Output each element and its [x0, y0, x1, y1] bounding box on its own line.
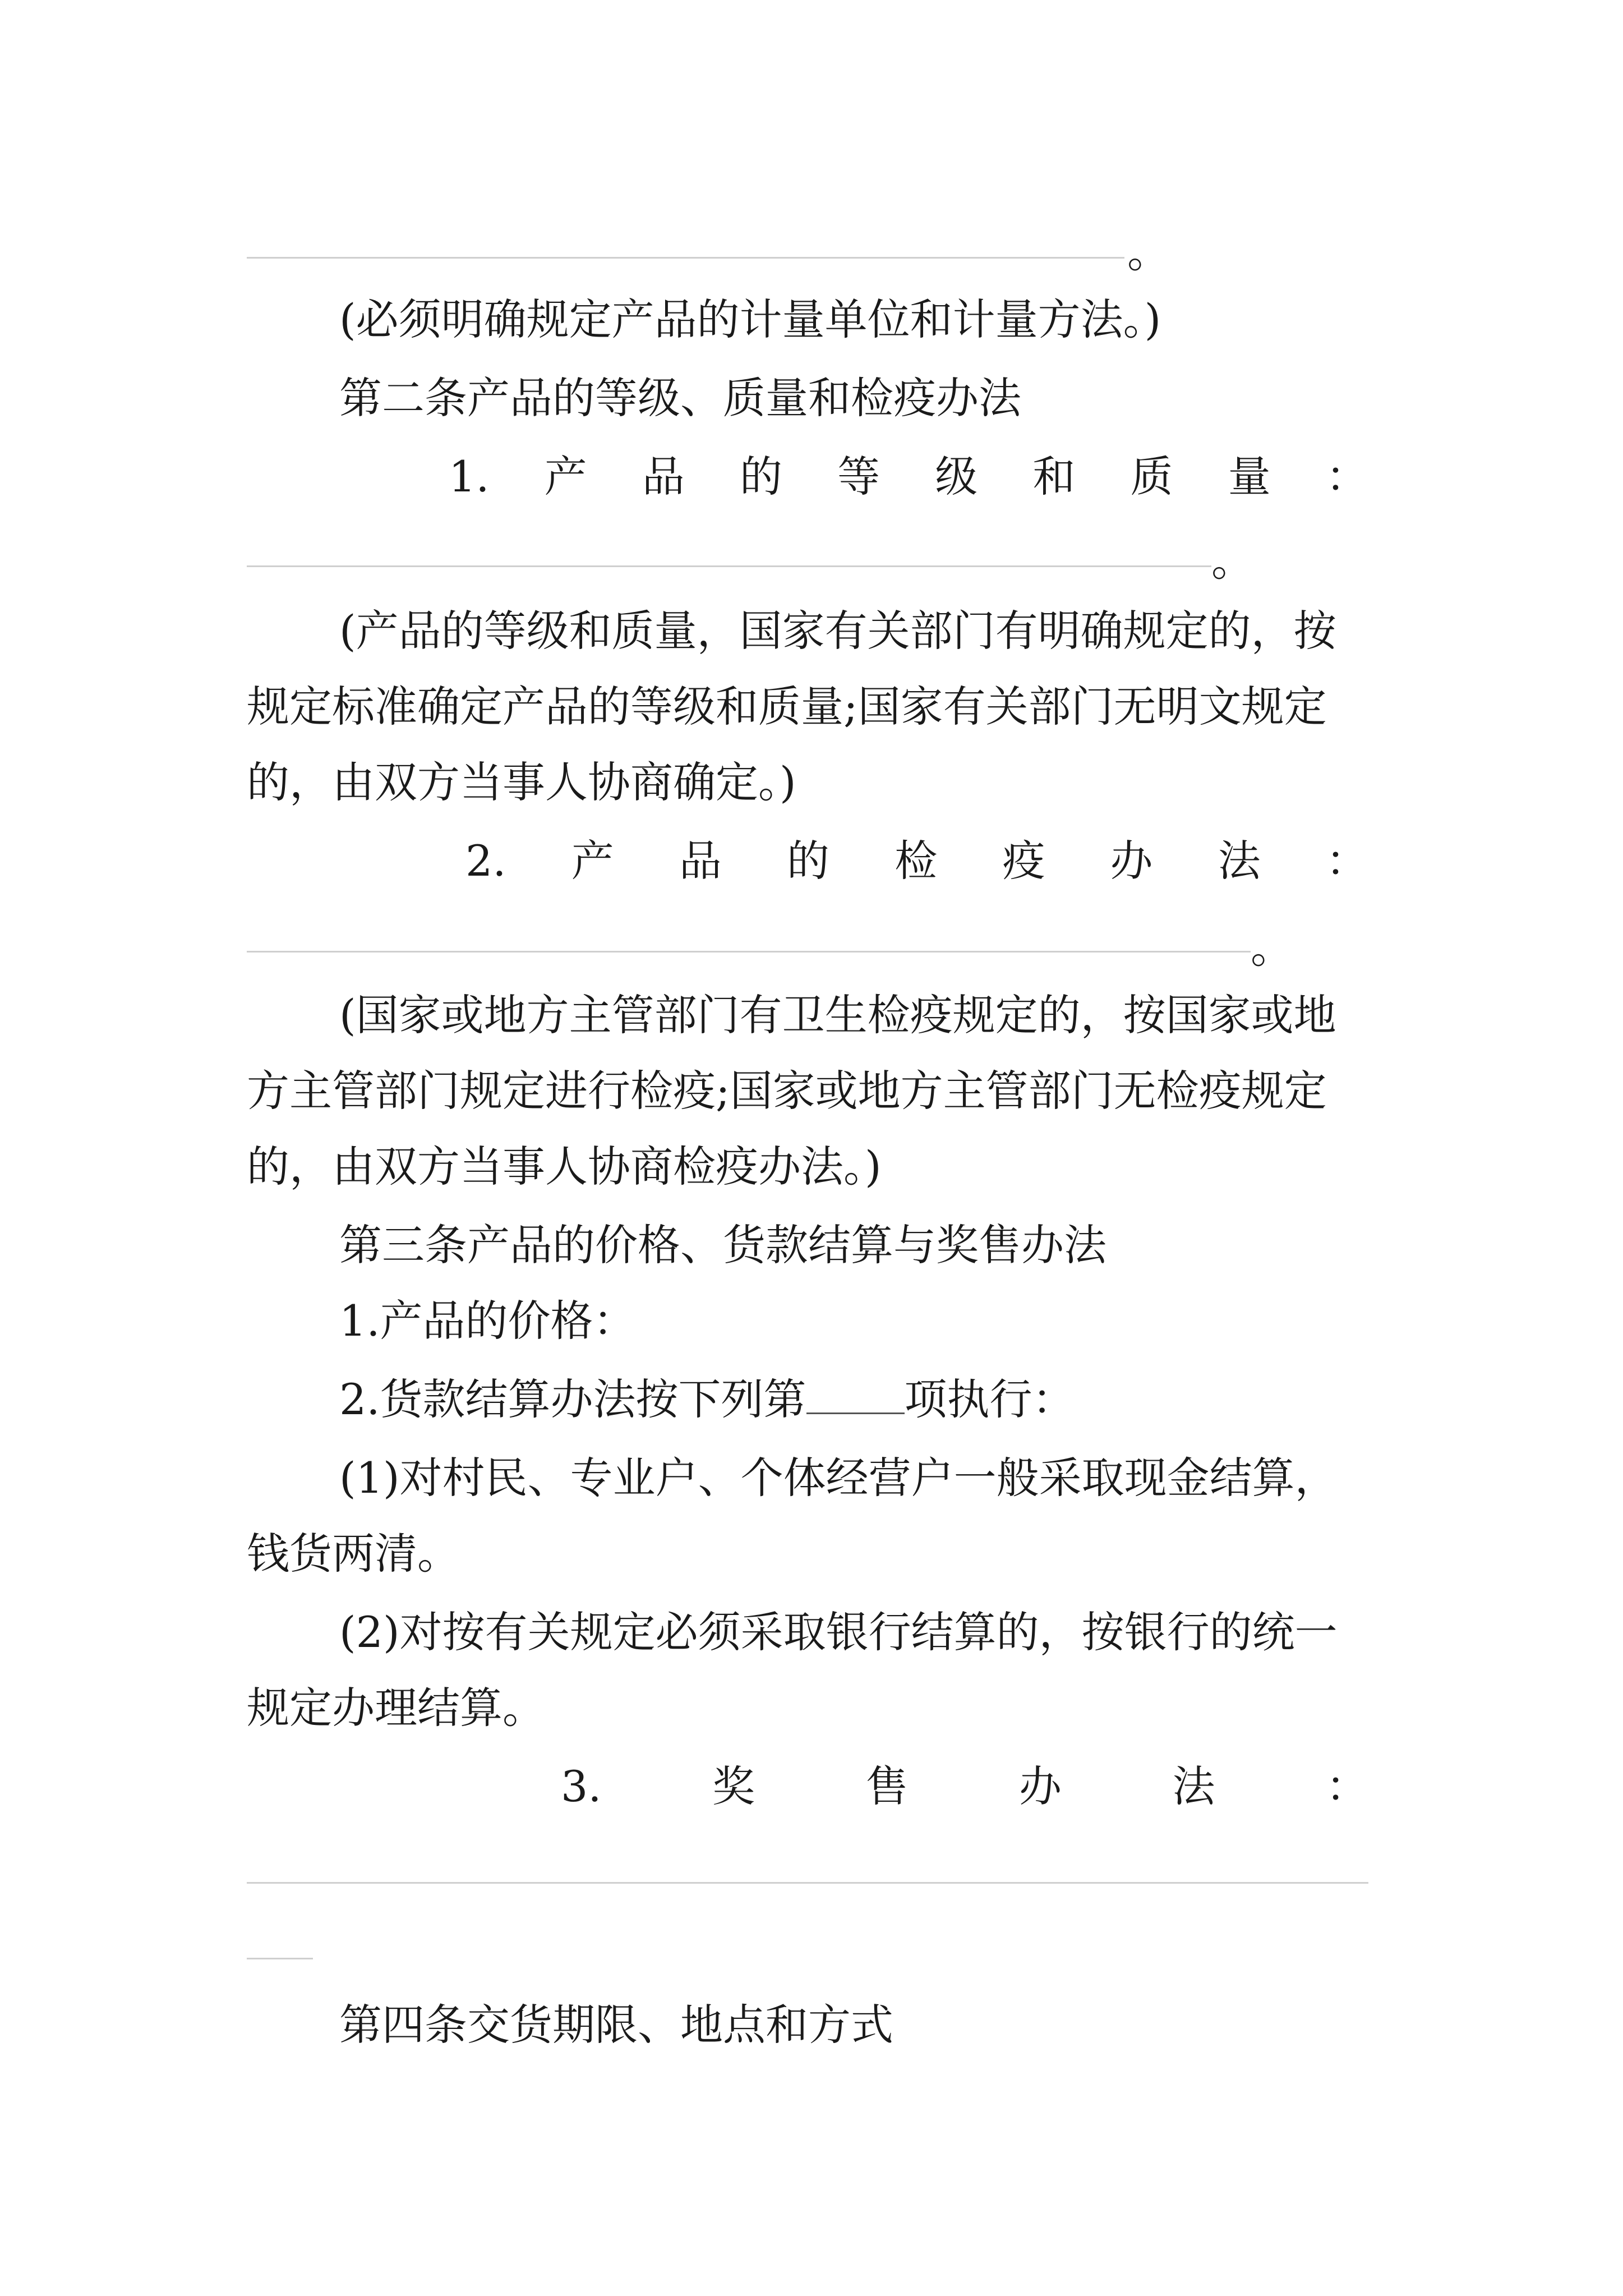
fill-in-line [247, 951, 1251, 953]
note-measurement: (必须明确规定产品的计量单位和计量方法。) [339, 295, 1161, 344]
item-char: 等 [837, 452, 880, 501]
item-char: 2. [465, 836, 506, 886]
article-2-heading: 第二条产品的等级、质量和检疫办法 [339, 373, 1021, 423]
settlement-text-end: 项执行： [904, 1374, 1075, 1424]
note-grade-line-3: 的，由双方当事人协商确定。) [247, 757, 796, 807]
price-item: 1.产品的价格： [339, 1296, 636, 1346]
item-char: 质 [1130, 452, 1173, 501]
item-char: ： [1325, 836, 1368, 886]
note-quarantine-line-1: (国家或地方主管部门有卫生检疫规定的，按国家或地 [339, 990, 1336, 1040]
article-4-heading: 第四条交货期限、地点和方式 [339, 2000, 893, 2050]
fill-in-line [247, 257, 1124, 259]
item-char: 办 [1110, 836, 1153, 886]
item-char: 品 [642, 452, 685, 501]
item-3-reward-sales [561, 1759, 1368, 1815]
fill-in-line-short [247, 1958, 313, 1959]
item-char: 的 [787, 836, 830, 886]
note-quarantine-line-3: 的，由双方当事人协商检疫办法。) [247, 1142, 882, 1191]
period-mark: 。 [1211, 536, 1254, 586]
item-char: ： [1325, 1761, 1368, 1811]
item-char: 产 [544, 452, 587, 501]
period-mark: 。 [1251, 923, 1293, 973]
item-char: 检 [895, 836, 938, 886]
item-1-grade-quality [449, 449, 1368, 505]
item-char: 1. [449, 452, 490, 501]
option-2-line-2: 规定办理结算。 [247, 1683, 545, 1733]
item-char: ： [1325, 452, 1368, 501]
item-char: 售 [865, 1761, 909, 1811]
item-char: 奖 [712, 1761, 755, 1811]
option-1-line-1: (1)对村民、专业户、个体经营户一般采取现金结算， [339, 1453, 1338, 1503]
settlement-text: 2.货款结算办法按下列第 [339, 1374, 806, 1424]
item-char: 办 [1018, 1761, 1062, 1811]
fill-in-line [247, 565, 1211, 567]
item-char: 法 [1218, 836, 1261, 886]
item-char: 级 [935, 452, 978, 501]
item-char: 的 [739, 452, 782, 501]
note-grade-line-1: (产品的等级和质量，国家有关部门有明确规定的，按 [339, 606, 1336, 656]
item-char: 量 [1228, 452, 1271, 501]
option-1-line-2: 钱货两清。 [247, 1529, 460, 1579]
item-char: 和 [1032, 452, 1076, 501]
note-grade-line-2: 规定标准确定产品的等级和质量;国家有关部门无明文规定 [247, 682, 1327, 731]
item-char: 品 [679, 836, 722, 886]
fill-in-line [247, 1882, 1368, 1884]
item-char: 产 [571, 836, 614, 886]
option-blank [806, 1373, 905, 1414]
item-char: 法 [1172, 1761, 1215, 1811]
item-char: 3. [561, 1761, 602, 1811]
article-3-heading: 第三条产品的价格、货款结算与奖售办法 [339, 1220, 1106, 1270]
settlement-item [339, 1372, 1483, 1428]
item-2-quarantine [465, 833, 1368, 889]
period-mark: 。 [1127, 227, 1170, 277]
note-quarantine-line-2: 方主管部门规定进行检疫;国家或地方主管部门无检疫规定 [247, 1066, 1327, 1116]
item-char: 疫 [1002, 836, 1045, 886]
option-2-line-1: (2)对按有关规定必须采取银行结算的，按银行的统一 [339, 1607, 1338, 1657]
